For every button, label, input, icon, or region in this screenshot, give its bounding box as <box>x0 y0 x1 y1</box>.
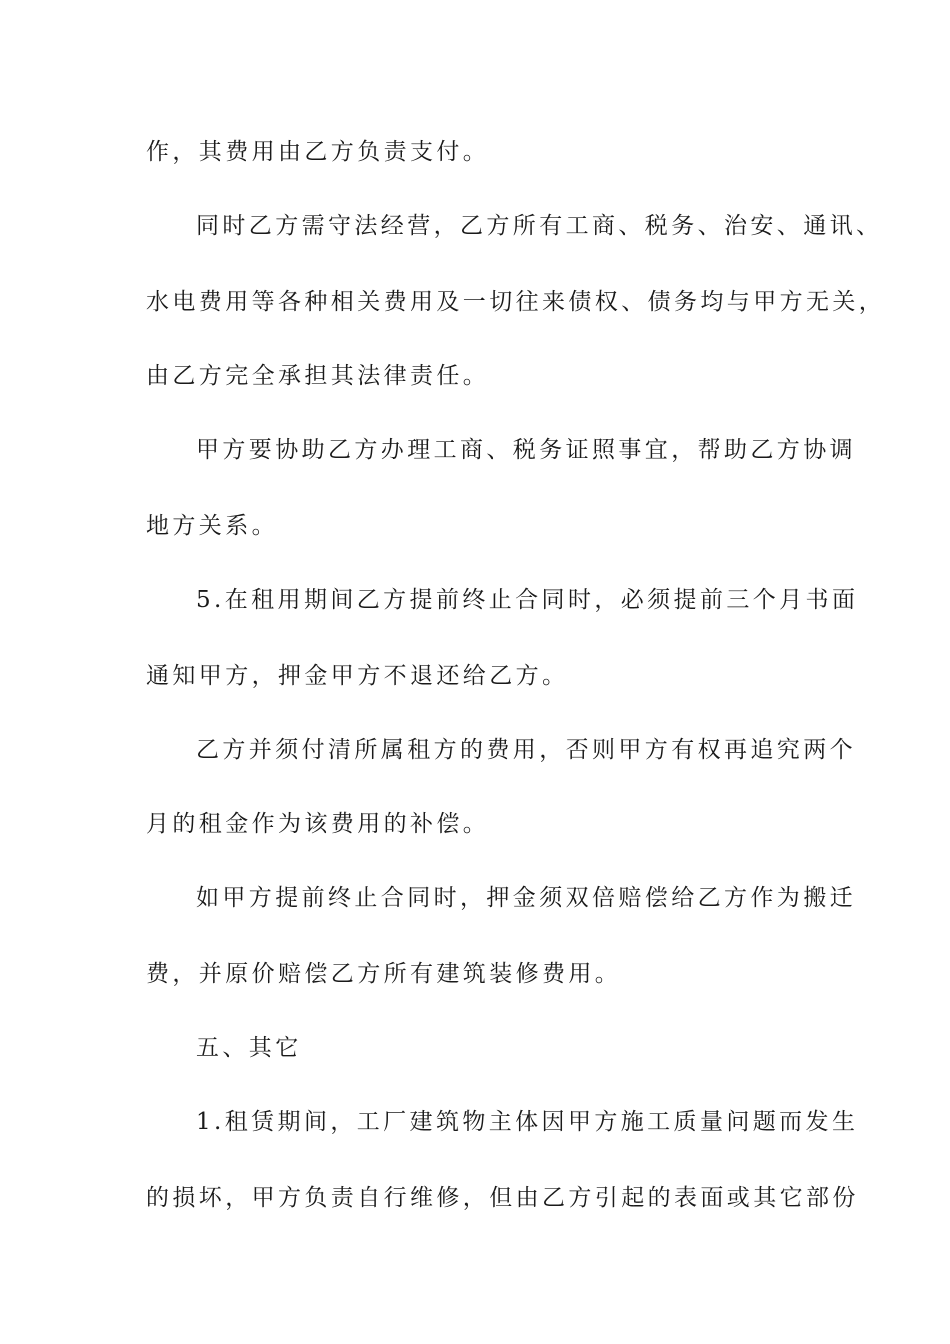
text-line: 月的租金作为该费用的补偿。 <box>146 811 490 837</box>
paragraph-line: 同时乙方需守法经营，乙方所有工商、税务、治安、通讯、 <box>196 213 883 239</box>
section-heading: 五、其它 <box>196 1035 302 1061</box>
paragraph-line: 1.租赁期间，工厂建筑物主体因甲方施工质量问题而发生 <box>196 1109 859 1135</box>
paragraph-line: 5.在租用期间乙方提前终止合同时，必须提前三个月书面 <box>196 587 859 613</box>
text-line: 水电费用等各种相关费用及一切往来债权、债务均与甲方无关， <box>146 289 886 315</box>
text-line: 的损坏，甲方负责自行维修，但由乙方引起的表面或其它部份 <box>146 1185 859 1211</box>
text-line: 由乙方完全承担其法律责任。 <box>146 363 490 389</box>
paragraph-line: 甲方要协助乙方办理工商、税务证照事宜，帮助乙方协调 <box>196 437 856 463</box>
text-line: 地方关系。 <box>146 513 278 539</box>
text-line: 通知甲方，押金甲方不退还给乙方。 <box>146 663 569 689</box>
text-line: 费，并原价赔偿乙方所有建筑装修费用。 <box>146 961 622 987</box>
paragraph-line: 乙方并须付清所属租方的费用，否则甲方有权再追究两个 <box>196 737 856 763</box>
text-line: 作，其费用由乙方负责支付。 <box>146 139 490 165</box>
paragraph-line: 如甲方提前终止合同时，押金须双倍赔偿给乙方作为搬迁 <box>196 885 856 911</box>
